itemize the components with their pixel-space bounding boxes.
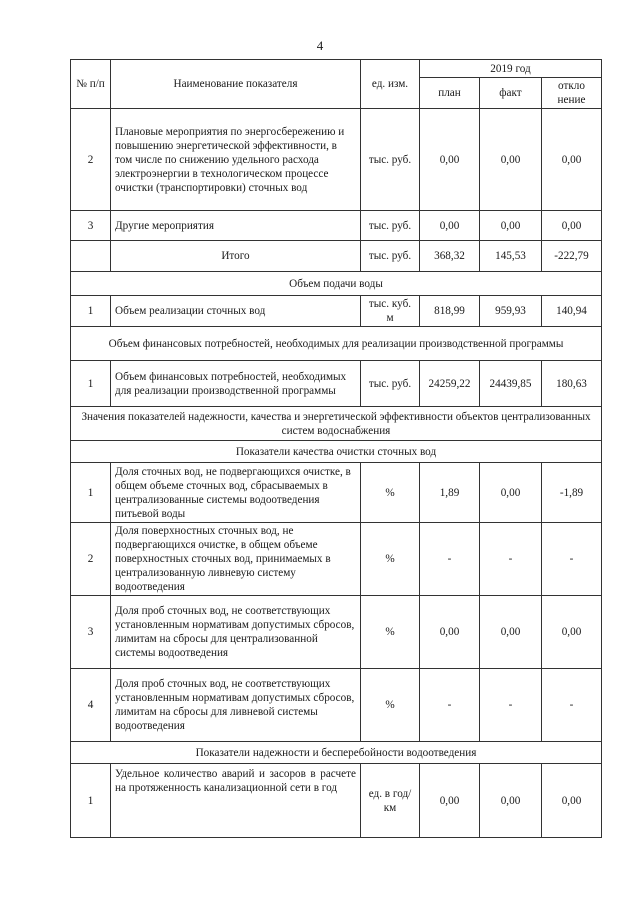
row-num: 4: [71, 669, 111, 742]
row-plan: 818,99: [420, 296, 480, 327]
row-unit: тыс. руб.: [361, 109, 420, 211]
header-year: 2019 год: [420, 60, 602, 78]
table-row: [71, 361, 602, 407]
row-plan: 0,00: [420, 211, 480, 241]
row-deviation: 180,63: [542, 361, 602, 407]
row-deviation: 140,94: [542, 296, 602, 327]
row-name: Доля сточных вод, не подвергающихся очистке, в общем объеме сточных вод, сбрасываемых в централизованные системы водоотведения питьевой воды: [111, 463, 361, 523]
header-row: [71, 60, 602, 78]
row-fact: 0,00: [480, 109, 542, 211]
row-num: 1: [71, 463, 111, 523]
row-deviation: 0,00: [542, 211, 602, 241]
row-num: 1: [71, 296, 111, 327]
section-row: [71, 272, 602, 296]
table-row: [71, 463, 602, 523]
row-fact: -: [480, 523, 542, 596]
section-row: [71, 407, 602, 441]
row-unit: тыс. куб. м: [361, 296, 420, 327]
row-name: Удельное количество аварий и засоров в расчете на протяженность канализационной сети в год: [111, 764, 361, 838]
section-row: [71, 742, 602, 764]
section-continuity: Показатели надежности и бесперебойности водоотведения: [71, 742, 602, 764]
row-deviation: 0,00: [542, 109, 602, 211]
row-num: 3: [71, 211, 111, 241]
table-row: [71, 211, 602, 241]
table-row: [71, 296, 602, 327]
table-row: [71, 596, 602, 669]
section-quality: Показатели качества очистки сточных вод: [71, 441, 602, 463]
row-deviation: 0,00: [542, 596, 602, 669]
row-name: Доля поверхностных сточных вод, не подвергающихся очистке, в общем объеме поверхностных сточных вод, принимаемых в централизованную ливневую систему водоотведения: [111, 523, 361, 596]
section-row: [71, 327, 602, 361]
row-name: Другие мероприятия: [111, 211, 361, 241]
row-unit: %: [361, 523, 420, 596]
row-plan: 0,00: [420, 109, 480, 211]
row-fact: 0,00: [480, 764, 542, 838]
row-plan: 0,00: [420, 596, 480, 669]
header-unit: ед. изм.: [361, 60, 420, 109]
table-row: [71, 109, 602, 211]
row-unit: тыс. руб.: [361, 211, 420, 241]
row-deviation: -: [542, 523, 602, 596]
row-num: 3: [71, 596, 111, 669]
header-plan: план: [420, 78, 480, 109]
row-unit: %: [361, 463, 420, 523]
row-num: 2: [71, 109, 111, 211]
row-fact: 24439,85: [480, 361, 542, 407]
table-row: [71, 764, 602, 838]
row-plan: -: [420, 523, 480, 596]
header-deviation: откло нение: [542, 78, 602, 109]
total-fact: 145,53: [480, 241, 542, 272]
row-unit: %: [361, 596, 420, 669]
total-num-empty: [71, 241, 111, 272]
row-fact: 0,00: [480, 463, 542, 523]
row-unit: ед. в год/ км: [361, 764, 420, 838]
total-row: [71, 241, 602, 272]
header-fact: факт: [480, 78, 542, 109]
row-num: 1: [71, 361, 111, 407]
row-fact: 0,00: [480, 211, 542, 241]
row-fact: 0,00: [480, 596, 542, 669]
row-unit: тыс. руб.: [361, 361, 420, 407]
section-row: [71, 441, 602, 463]
row-deviation: 0,00: [542, 764, 602, 838]
row-name: Объем финансовых потребностей, необходимых для реализации производственной программы: [111, 361, 361, 407]
row-plan: 24259,22: [420, 361, 480, 407]
row-fact: 959,93: [480, 296, 542, 327]
row-num: 2: [71, 523, 111, 596]
total-deviation: -222,79: [542, 241, 602, 272]
section-finance: Объем финансовых потребностей, необходимых для реализации производственной программы: [71, 327, 602, 361]
row-plan: 1,89: [420, 463, 480, 523]
page-number: 4: [316, 38, 324, 53]
table-row: [71, 523, 602, 596]
row-plan: 0,00: [420, 764, 480, 838]
section-reliability: Значения показателей надежности, качества и энергетической эффективности объектов централизованных систем водоснабжения: [71, 407, 602, 441]
header-num: № п/п: [71, 60, 111, 109]
row-deviation: -1,89: [542, 463, 602, 523]
total-label: Итого: [111, 241, 361, 272]
row-fact: -: [480, 669, 542, 742]
total-unit: тыс. руб.: [361, 241, 420, 272]
row-name: Доля проб сточных вод, не соответствующих установленным нормативам допустимых сбросов, лимитам на сбросы для ливневой системы водоотведения: [111, 669, 361, 742]
row-deviation: -: [542, 669, 602, 742]
row-name: Объем реализации сточных вод: [111, 296, 361, 327]
row-unit: %: [361, 669, 420, 742]
section-water: Объем подачи воды: [71, 272, 602, 296]
row-name: Доля проб сточных вод, не соответствующих установленным нормативам допустимых сбросов, лимитам на сбросы для централизованной системы водоотведения: [111, 596, 361, 669]
row-plan: -: [420, 669, 480, 742]
total-plan: 368,32: [420, 241, 480, 272]
header-name: Наименование показателя: [111, 60, 361, 109]
row-name: Плановые мероприятия по энергосбережению и повышению энергетической эффективности, в том числе по снижению удельного расхода электроэнергии в технологическом процессе очистки (транспортировки) сточных вод: [111, 109, 361, 211]
table-row: [71, 669, 602, 742]
row-num: 1: [71, 764, 111, 838]
indicators-table: [70, 59, 602, 838]
